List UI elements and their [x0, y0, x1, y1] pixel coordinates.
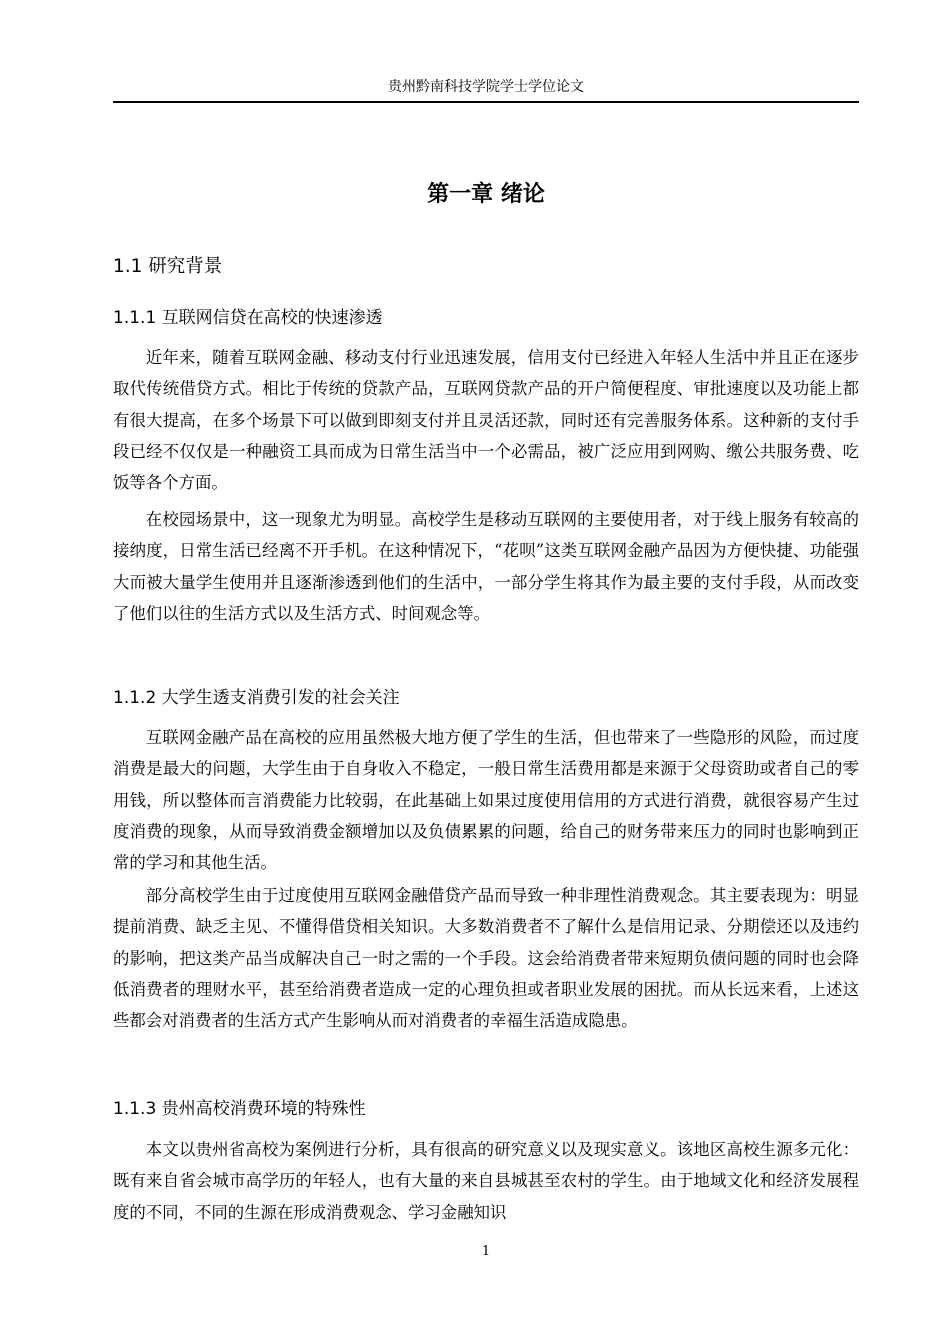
page-number: 1: [481, 1244, 491, 1259]
paragraph-1-1-2-b: 部分高校学生由于过度使用互联网金融借贷产品而导致一种非理性消费观念。其主要表现为：明显提前消费、缺乏主见、不懂得借贷相关知识。大多数消费者不了解什么是信用记录、分期偿还以及违约的影响，把这类产品当成解决自己一时之需的一个手段。这会给消费者带来短期负债问题的同时也会降低消费者的理财水平，甚至给消费者造成一定的心理负担或者职业发展的困扰。而从长远来看，上述这些都会对消费者的生活方式产生影响从而对消费者的幸福生活造成隐患。: [113, 886, 859, 1031]
paragraph-1-1-1-a: 近年来，随着互联网金融、移动支付行业迅速发展，信用支付已经进入年轻人生活中并且正在逐步取代传统借贷方式。相比于传统的贷款产品，互联网贷款产品的开户简便程度、审批速度以及功能上都有很大提高，在多个场景下可以做到即刻支付并且灵活还款，同时还有完善服务体系。这种新的支付手段已经不仅仅是一种融资工具而成为日常生活当中一个必需品，被广泛应用到网购、缴公共服务费、吃饭等各个方面。: [113, 348, 859, 493]
paragraph-1-1-3-a: 本文以贵州省高校为案例进行分析，具有很高的研究意义以及现实意义。该地区高校生源多元化：既有来自省会城市高学历的年轻人，也有大量的来自县城甚至农村的学生。由于地域文化和经济发展程度的不同，不同的生源在形成消费观念、学习金融知识: [113, 1140, 859, 1222]
subsection-heading-1-1-2: 1.1.2 大学生透支消费引发的社会关注: [113, 688, 400, 708]
paragraph-1-1-1-b: 在校园场景中，这一现象尤为明显。高校学生是移动互联网的主要使用者，对于线上服务有较高的接纳度，日常生活已经离不开手机。在这种情况下，“花呗”这类互联网金融产品因为方便快捷、功能强大而被大量学生使用并且逐渐渗透到他们的生活中，一部分学生将其作为最主要的支付手段，从而改变了他们以往的生活方式以及生活方式、时间观念等。: [113, 510, 859, 623]
running-header: 贵州黔南科技学院学士学位论文: [388, 79, 584, 95]
section-heading-1-1: 1.1 研究背景: [113, 256, 223, 277]
chapter-title: 第一章 绪论: [427, 182, 545, 207]
header-rule: [113, 101, 859, 103]
paragraph-1-1-2-a: 互联网金融产品在高校的应用虽然极大地方便了学生的生活，但也带来了一些隐形的风险，而过度消费是最大的问题，大学生由于自身收入不稳定，一般日常生活费用都是来源于父母资助或者自己的零用钱，所以整体而言消费能力比较弱，在此基础上如果过度使用信用的方式进行消费，就很容易产生过度消费的现象，从而导致消费金额增加以及负债累累的问题，给自己的财务带来压力的同时也影响到正常的学习和其他生活。: [113, 728, 859, 873]
subsection-heading-1-1-3: 1.1.3 贵州高校消费环境的特殊性: [113, 1099, 366, 1119]
subsection-heading-1-1-1: 1.1.1 互联网信贷在高校的快速渗透: [113, 308, 383, 328]
